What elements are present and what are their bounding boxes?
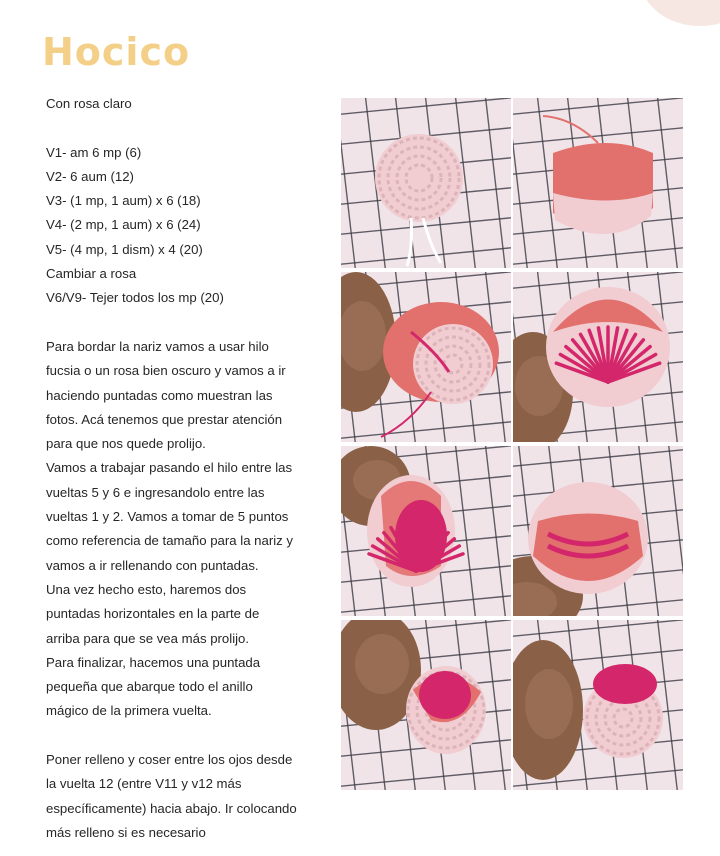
photo-embroidery-filled-image (341, 446, 511, 616)
text-line: específicamente) hacia abajo. Ir colocando (46, 800, 297, 816)
text-line: V1- am 6 mp (6) (46, 144, 142, 160)
photo-nose-front (341, 620, 511, 790)
photo-light-pink-ball (341, 98, 511, 268)
instructions-text (46, 92, 336, 845)
photo-two-tone-piece-image (513, 98, 683, 268)
text-line: V3- (1 mp, 1 aum) x 6 (18) (46, 193, 201, 209)
photo-horizontal-stitches-image (513, 446, 683, 616)
text-line: haciendo puntadas como muestran las (46, 387, 273, 403)
text-line: fucsia o un rosa bien oscuro y vamos a ir (46, 363, 286, 379)
text-line: para que nos quede prolijo. (46, 436, 206, 452)
text-line: como referencia de tamaño para la nariz y (46, 533, 294, 549)
text-line: fotos. Acá tenemos que prestar atención (46, 411, 283, 427)
photo-nose-front-image (341, 620, 511, 790)
text-line: Con rosa claro (46, 96, 132, 111)
text-line: V6/V9- Tejer todos los mp (20) (46, 290, 224, 306)
corner-decoration (640, 0, 720, 26)
photo-embroidery-fan (513, 272, 683, 442)
text-line: vamos a ir rellenando con puntadas. (46, 557, 259, 573)
text-line: Para finalizar, hacemos una puntada (46, 654, 261, 670)
text-line: V4- (2 mp, 1 aum) x 6 (24) (46, 217, 201, 233)
text-line: más relleno si es necesario (46, 824, 206, 840)
text-line: Una vez hecho esto, haremos dos (46, 581, 247, 597)
photo-embroidery-filled (341, 446, 511, 616)
photo-nose-finished-image (513, 620, 683, 790)
text-line: Cambiar a rosa (46, 266, 137, 282)
photo-two-tone-piece (513, 98, 683, 268)
photo-light-pink-ball-image (341, 98, 511, 268)
text-line: V5- (4 mp, 1 dism) x 4 (20) (46, 241, 203, 257)
blank-line (46, 116, 336, 140)
blank-line (46, 311, 336, 335)
text-line: Para bordar la nariz vamos a usar hilo (46, 338, 269, 354)
photo-embroidery-start (341, 272, 511, 442)
text-line: V2- 6 aum (12) (46, 168, 134, 184)
photo-horizontal-stitches (513, 446, 683, 616)
photo-nose-finished (513, 620, 683, 790)
photo-grid (341, 98, 683, 786)
text-line: arriba para que se vea más prolijo. (46, 630, 250, 646)
text-line: vueltas 1 y 2. Vamos a tomar de 5 puntos (46, 509, 289, 525)
text-line: puntadas horizontales en la parte de (46, 606, 260, 622)
text-line: mágico de la primera vuelta. (46, 703, 212, 719)
page-title: Hocico (42, 30, 191, 74)
photo-embroidery-fan-image (513, 272, 683, 442)
text-line: pequeña que abarque todo el anillo (46, 679, 253, 695)
text-line: la vuelta 12 (entre V11 y v12 más (46, 776, 242, 792)
text-line: Vamos a trabajar pasando el hilo entre las (46, 460, 293, 476)
blank-line (46, 724, 336, 748)
text-line: Poner relleno y coser entre los ojos desde (46, 752, 293, 768)
text-line: vueltas 5 y 6 e ingresandolo entre las (46, 484, 265, 500)
photo-embroidery-start-image (341, 272, 511, 442)
